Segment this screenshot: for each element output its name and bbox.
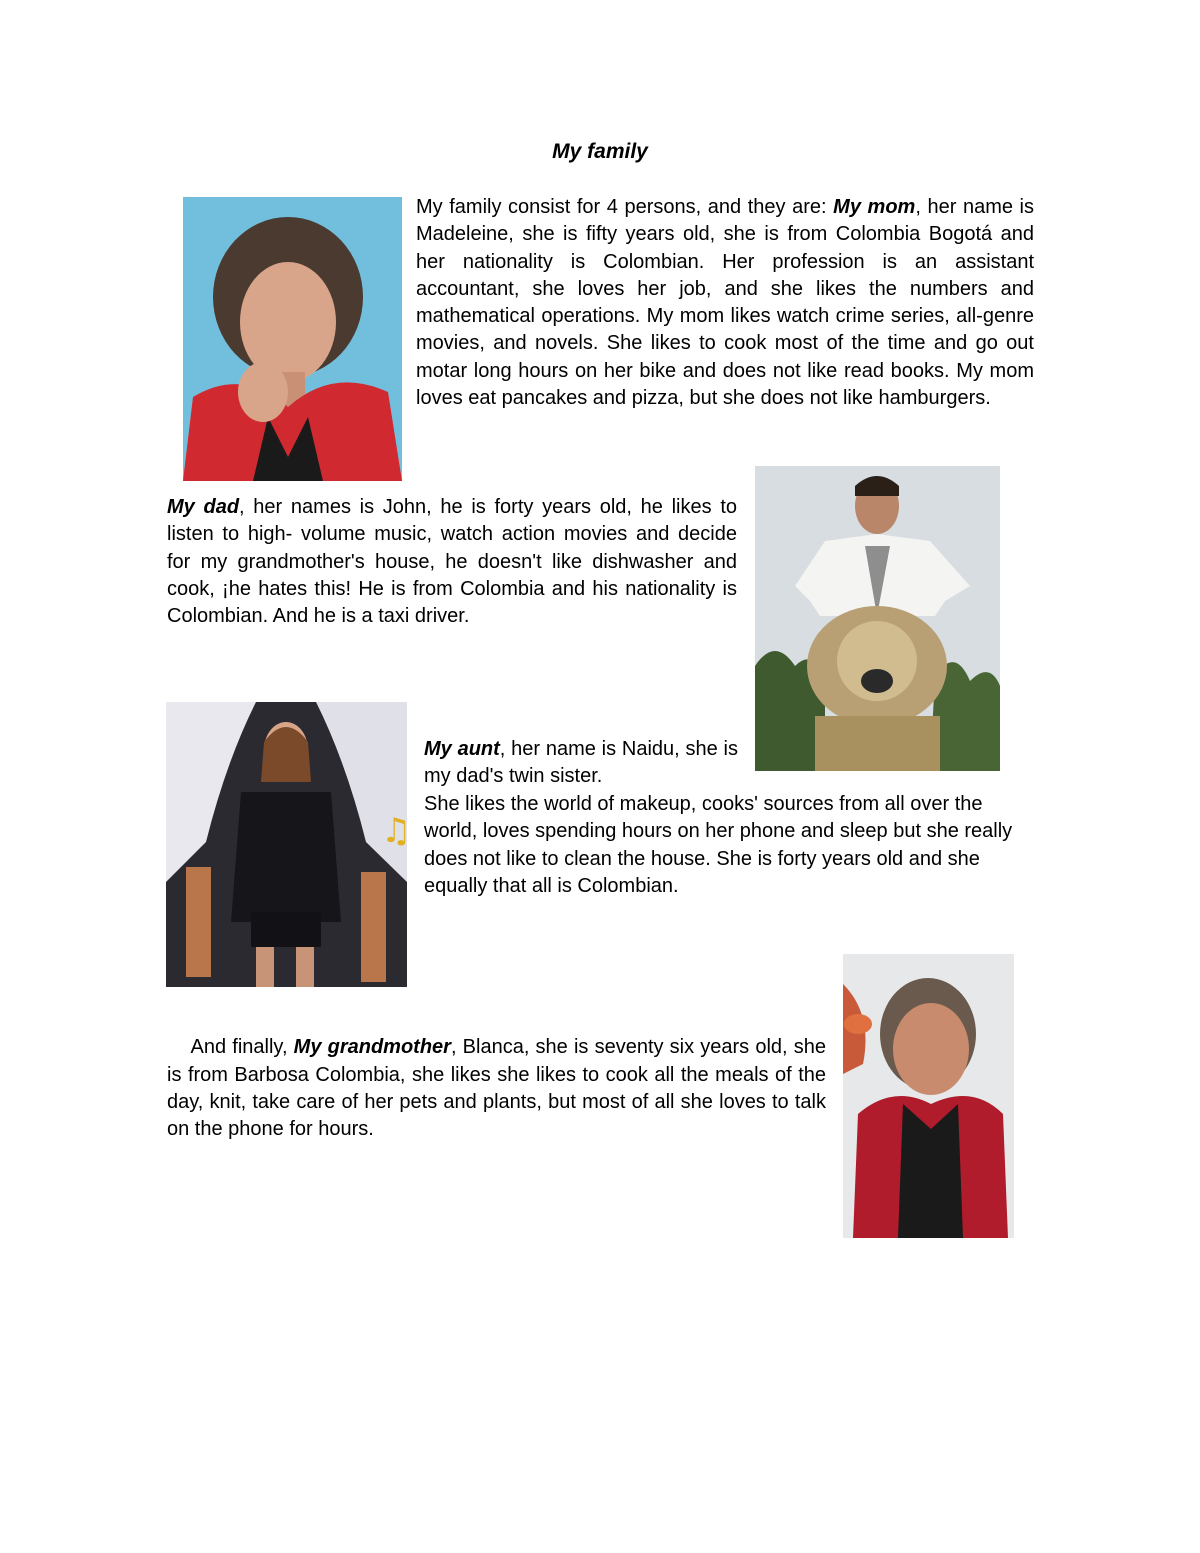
grandmother-paragraph — [167, 1007, 832, 1143]
grandmother-label: My grandmother — [293, 1036, 451, 1059]
aunt-paragraph — [424, 736, 738, 791]
mom-description: , her name is Madeleine, she is fifty years old, she is from Colombia Bogotá and her nationality is Colombian. Her profession is an assistant accountant, she loves her job, and she likes the numbers and mathematical operations. My mom likes watch crime series, all-genre movies, and novels. She likes to cook most of the time and go out motar long hours on her bike and does not like read books. My mom loves eat pancakes and pizza, but she does not like hamburgers. — [416, 196, 1035, 410]
dad-label: My dad — [167, 496, 240, 518]
svg-text:♫: ♫ — [381, 811, 412, 851]
aunt-paragraph-continued — [424, 791, 1034, 900]
aunt-label: My aunt — [424, 738, 500, 760]
dad-paragraph — [167, 494, 737, 630]
mom-label: My mom — [833, 196, 916, 218]
aunt-photo — [166, 702, 412, 987]
mom-photo — [183, 197, 402, 481]
mom-paragraph — [416, 194, 1034, 412]
dad-photo — [755, 466, 1000, 771]
aunt-description: , her name is Naidu, she is my dad's twin sister. — [424, 738, 738, 788]
page-title: My family — [552, 140, 648, 163]
dad-description: , her names is John, he is forty years old, he likes to listen to high- volume music, watch action movies and decide for my grandmother's house, he doesn't like dishwasher and cook, ¡he hates this! He is from Colombia and his nationality is Colombian. And he is a taxi driver. — [167, 496, 737, 628]
mom-intro-text: My family consist for 4 persons, and they are: — [416, 196, 834, 218]
aunt-description-continued: She likes the world of makeup, cooks' sources from all over the world, loves spending hours on her phone and sleep but she really does not like to clean the house. She is forty years old and she equally that all is Colombian. — [424, 793, 1013, 897]
grandmother-description: , Blanca, she is seventy six years old, she is from Barbosa Colombia, she likes she likes to cook all the meals of the day, knit, take care of her pets and plants, but most of all she loves to talk on the phone for hours. — [167, 1036, 832, 1141]
grandmother-intro-text: And finally, — [179, 1036, 294, 1059]
grandmother-photo — [843, 954, 1014, 1238]
